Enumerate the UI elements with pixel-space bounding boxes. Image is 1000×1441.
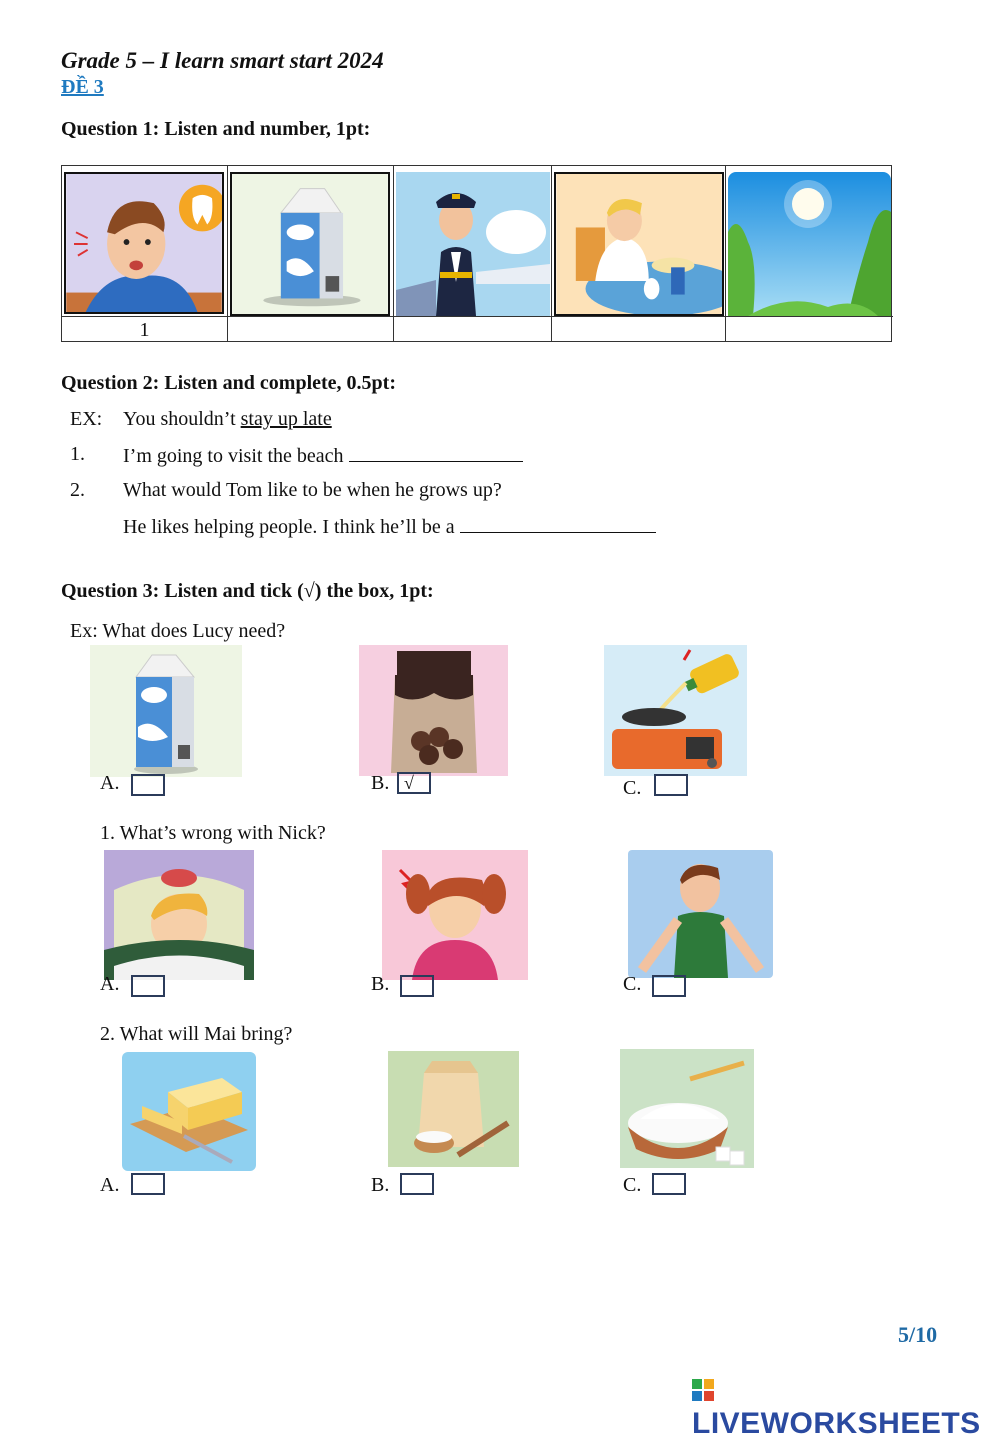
q2-example-label: EX: bbox=[70, 408, 103, 430]
q2-item-2-text: What would Tom like to be when he grows up? bbox=[123, 479, 502, 501]
q2-example-text: You shouldn’t bbox=[123, 408, 241, 430]
q3-item-2-option-c-label: C. bbox=[623, 1174, 642, 1196]
q3-rash-boy-picture bbox=[628, 850, 773, 978]
q3-headache-girl-picture bbox=[382, 850, 528, 980]
q2-item-2-blank[interactable] bbox=[460, 514, 656, 533]
liveworksheets-logo-icon bbox=[692, 1375, 714, 1397]
q2-item-1-text: I’m going to visit the beach bbox=[123, 445, 344, 467]
q2-example-answer: stay up late bbox=[240, 408, 332, 430]
q3-ex-option-a-checkbox[interactable] bbox=[131, 774, 165, 796]
q2-item-2-line2 bbox=[123, 514, 656, 539]
q3-butter-picture bbox=[122, 1052, 256, 1171]
q3-item-1-option-a-checkbox[interactable] bbox=[131, 975, 165, 997]
question-3-heading: Question 3: Listen and tick (√) the box, 1pt: bbox=[61, 580, 434, 602]
q1-cell-3 bbox=[394, 166, 552, 316]
q3-ex-option-a-label: A. bbox=[100, 772, 120, 794]
q3-example-question: Ex: What does Lucy need? bbox=[70, 620, 286, 642]
q3-item-1-option-c-checkbox[interactable] bbox=[652, 975, 686, 997]
q3-ex-oil-pan-picture bbox=[604, 645, 747, 776]
q1-answer-5[interactable] bbox=[726, 316, 893, 342]
q1-cell-1 bbox=[62, 166, 228, 316]
q3-ex-chocolate-picture bbox=[359, 645, 508, 776]
q3-ex-option-c-label: C. bbox=[623, 777, 642, 799]
q3-ex-option-b-label: B. bbox=[371, 772, 390, 794]
q3-item-2-option-c-checkbox[interactable] bbox=[652, 1173, 686, 1195]
q2-item-1 bbox=[123, 443, 523, 468]
sunny-sky-picture bbox=[728, 172, 891, 316]
milk-carton-picture bbox=[230, 172, 390, 316]
question-1-heading: Question 1: Listen and number, 1pt: bbox=[61, 118, 371, 140]
q2-item-2-number: 2. bbox=[70, 479, 85, 501]
q3-item-1-question: 1. What’s wrong with Nick? bbox=[100, 822, 326, 844]
toothache-boy-picture bbox=[64, 172, 224, 314]
q3-item-1-option-a-label: A. bbox=[100, 973, 120, 995]
q3-ex-option-c-checkbox[interactable] bbox=[654, 774, 688, 796]
q3-item-2-option-b-checkbox[interactable] bbox=[400, 1173, 434, 1195]
q3-item-2-option-b-label: B. bbox=[371, 1174, 390, 1196]
pilot-picture bbox=[396, 172, 550, 316]
q3-item-2-option-a-label: A. bbox=[100, 1174, 120, 1196]
q3-item-1-option-b-checkbox[interactable] bbox=[400, 975, 434, 997]
q3-item-1-option-c-label: C. bbox=[623, 973, 642, 995]
boy-breakfast-picture bbox=[554, 172, 724, 316]
q2-example bbox=[123, 408, 332, 431]
q2-item-2-line2-text: He likes helping people. I think he’ll be a bbox=[123, 516, 455, 538]
q2-item-1-blank[interactable] bbox=[349, 443, 523, 462]
q3-item-2-question: 2. What will Mai bring? bbox=[100, 1023, 293, 1045]
q3-ex-option-b-checkbox[interactable]: √ bbox=[397, 772, 431, 794]
liveworksheets-logo bbox=[692, 1373, 1000, 1441]
q3-flour-picture bbox=[388, 1051, 519, 1167]
liveworksheets-brand: LIVEWORKSHEETS bbox=[692, 1407, 981, 1440]
q3-item-2-option-a-checkbox[interactable] bbox=[131, 1173, 165, 1195]
test-number: ĐỀ 3 bbox=[61, 76, 104, 98]
worksheet-title: Grade 5 – I learn smart start 2024 bbox=[61, 48, 384, 73]
q3-sick-boy-picture bbox=[104, 850, 254, 980]
q1-cell-5 bbox=[726, 166, 893, 316]
question-1-table bbox=[61, 165, 892, 342]
q1-answer-1[interactable]: 1 bbox=[62, 316, 228, 342]
q3-item-1-option-b-label: B. bbox=[371, 973, 390, 995]
q1-answer-3[interactable] bbox=[394, 316, 552, 342]
q2-item-1-number: 1. bbox=[70, 443, 85, 465]
question-2-heading: Question 2: Listen and complete, 0.5pt: bbox=[61, 372, 396, 394]
q1-cell-2 bbox=[228, 166, 394, 316]
q1-cell-4 bbox=[552, 166, 726, 316]
q3-ex-milk-picture bbox=[90, 645, 242, 777]
page-number: 5/10 bbox=[898, 1322, 938, 1347]
q1-answer-2[interactable] bbox=[228, 316, 394, 342]
q1-answer-4[interactable] bbox=[552, 316, 726, 342]
q3-sugar-picture bbox=[620, 1049, 754, 1168]
